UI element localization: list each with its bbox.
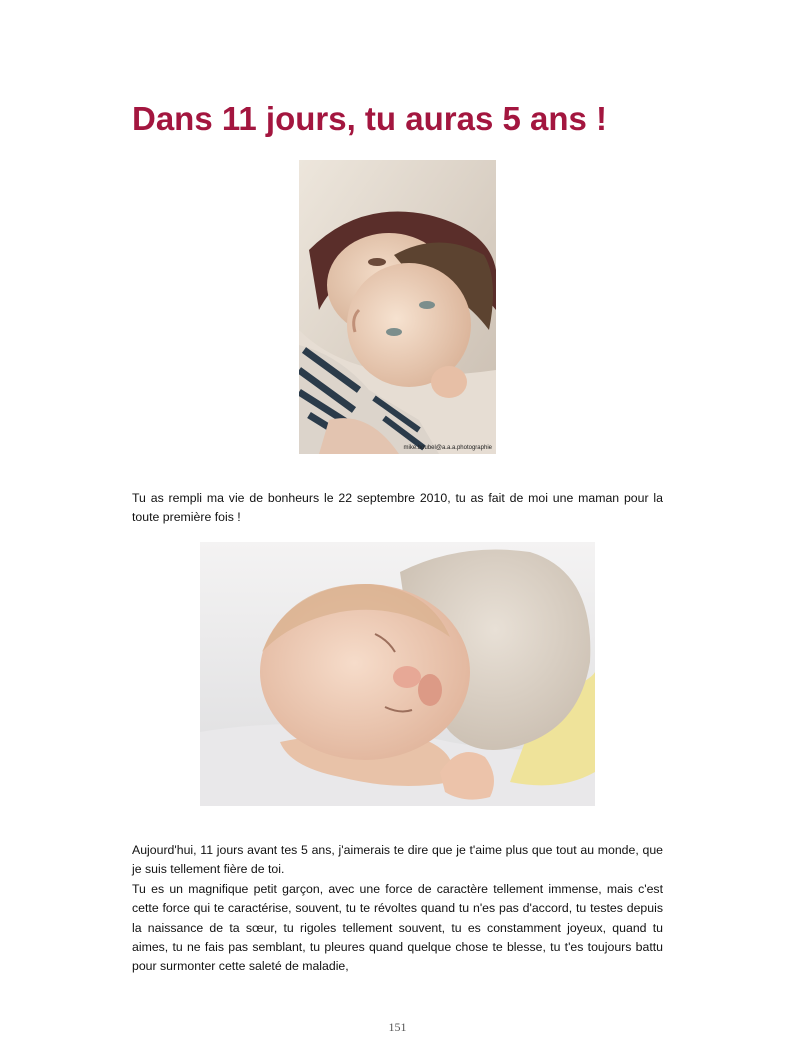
paragraph-2: Aujourd'hui, 11 jours avant tes 5 ans, j'aimerais te dire que je t'aime plus que tout au monde, que je suis tellement fière de toi. (132, 843, 663, 877)
mother-and-child-illustration (299, 160, 496, 454)
page-title: Dans 11 jours, tu auras 5 ans ! (132, 100, 608, 137)
sleeping-baby-illustration (200, 542, 595, 806)
sleeping-baby-photo (200, 542, 595, 806)
photo-watermark: mike.boubel@a.a.a.photographie (403, 445, 492, 451)
page-number: 151 (388, 1020, 407, 1034)
paragraph-1: Tu as rempli ma vie de bonheurs le 22 septembre 2010, tu as fait de moi une maman pour la toute première fois ! (132, 491, 663, 525)
paragraph-3: Tu es un magnifique petit garçon, avec une force de caractère tellement immense, mais c'est cette force qui te caractérise, souvent, tu te révoltes quand tu n'es pas d'accord, tu testes depuis la naissance de ta sœur, tu rigoles tellement souvent, tu es constamment joyeux, quand tu aimes, tu ne fais pas semblant, tu pleures quand quelque chose te blesse, tu t'es toujours battu pour surmonter cette saleté de maladie, (132, 882, 663, 974)
mother-and-child-photo (299, 160, 496, 454)
